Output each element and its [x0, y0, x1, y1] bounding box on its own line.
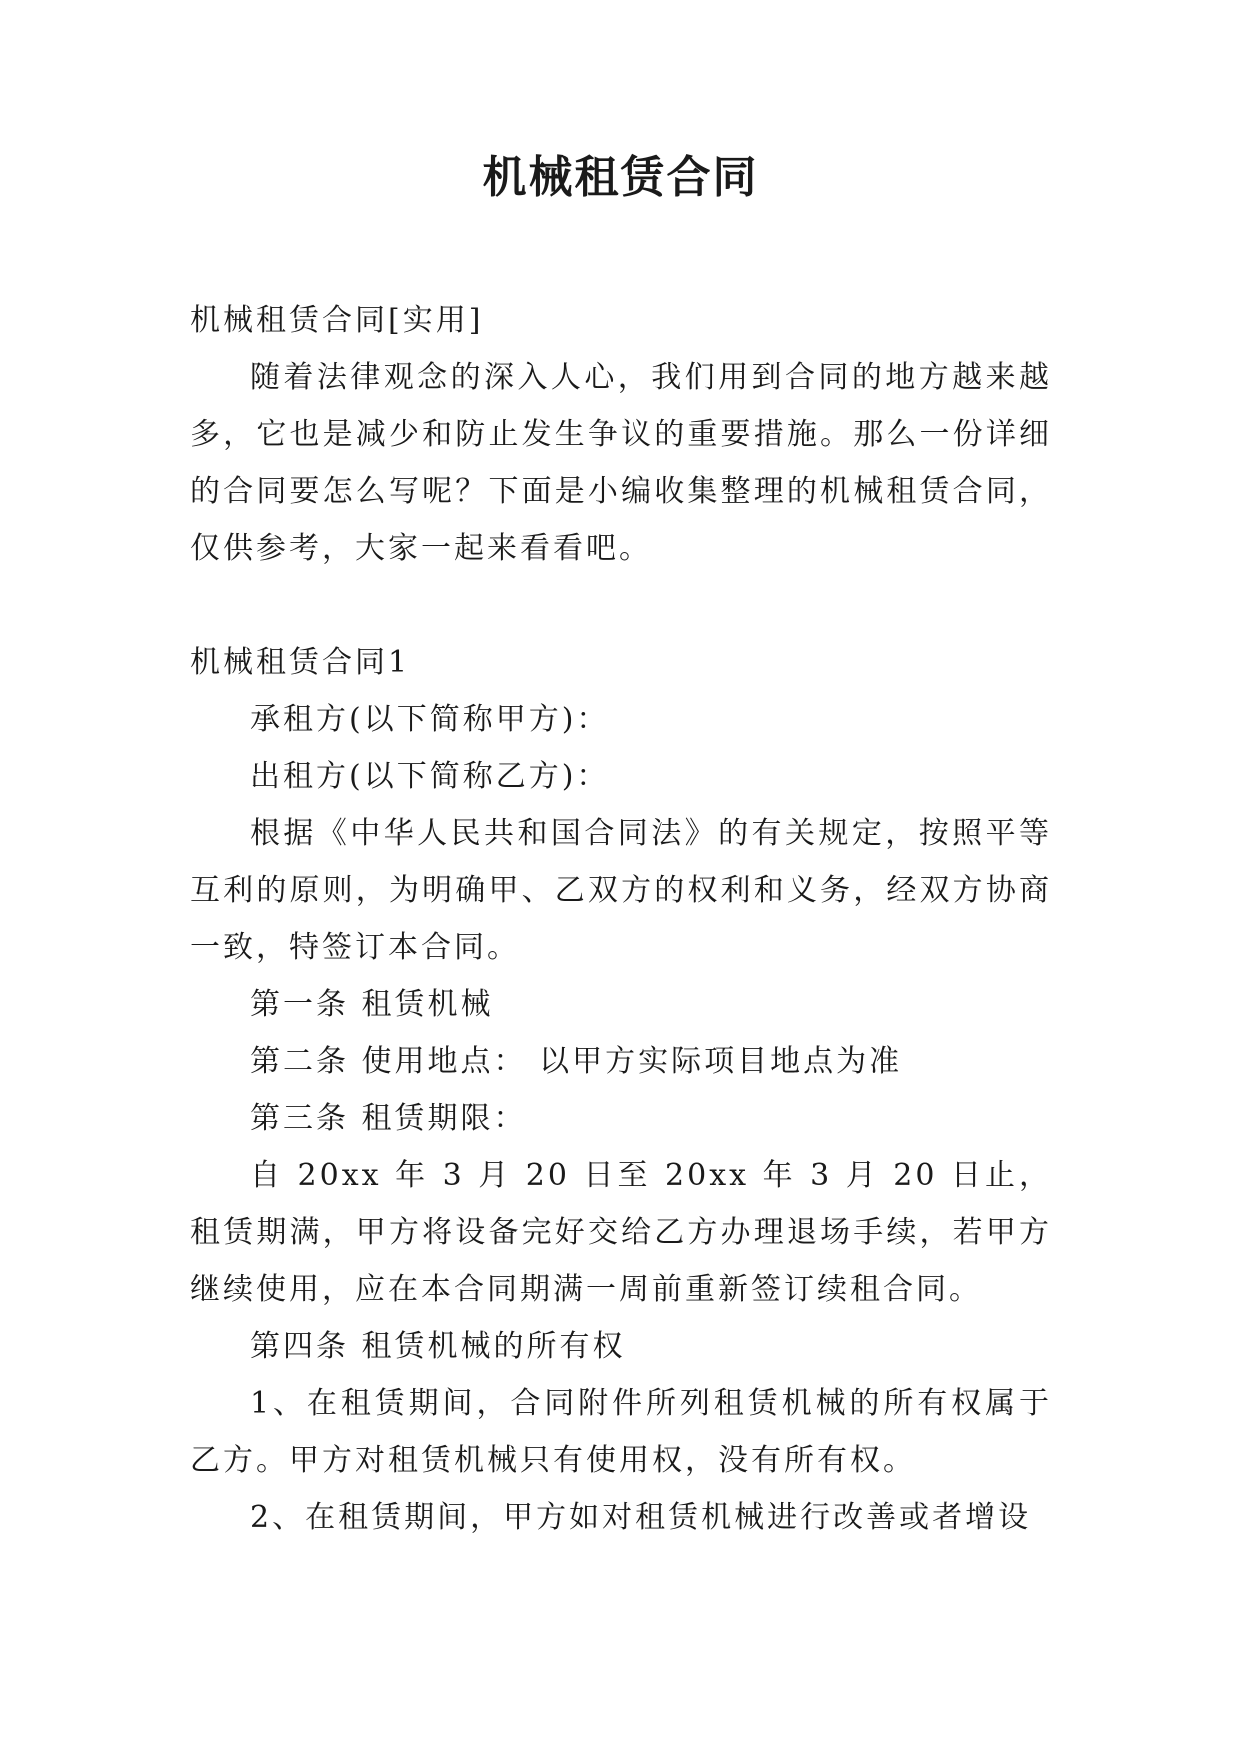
preamble-paragraph: 根据《中华人民共和国合同法》的有关规定，按照平等互利的原则，为明确甲、乙双方的权利和义务，经双方协商一致，特签订本合同。	[190, 816, 1052, 965]
article-4-heading: 第四条 租赁机械的所有权	[250, 1329, 626, 1364]
lessor-line: 出租方(以下简称乙方)：	[250, 759, 610, 794]
lessee-line: 承租方(以下简称甲方)：	[250, 702, 610, 737]
section-heading: 机械租赁合同1	[190, 645, 411, 680]
paragraph-spacer	[190, 577, 1052, 634]
article-1-heading: 第一条 租赁机械	[250, 987, 494, 1022]
document-body	[190, 292, 1052, 1546]
clause-4-1: 1、在租赁期间，合同附件所列租赁机械的所有权属于乙方。甲方对租赁机械只有使用权，没有所有权。	[190, 1386, 1052, 1478]
article-3-heading: 第三条 租赁期限：	[250, 1101, 527, 1136]
document-title: 机械租赁合同	[482, 152, 759, 203]
intro-paragraph: 随着法律观念的深入人心，我们用到合同的地方越来越多，它也是减少和防止发生争议的重要措施。那么一份详细的合同要怎么写呢？下面是小编收集整理的机械租赁合同，仅供参考，大家一起来看看吧。	[190, 360, 1052, 566]
clause-4-2: 2、在租赁期间，甲方如对租赁机械进行改善或者增设	[250, 1500, 1032, 1535]
article-2-heading: 第二条 使用地点： 以甲方实际项目地点为准	[250, 1044, 903, 1079]
document-subtitle: 机械租赁合同[实用]	[190, 303, 484, 338]
lease-term-paragraph: 自 20xx 年 3 月 20 日至 20xx 年 3 月 20 日止，租赁期满，甲方将设备完好交给乙方办理退场手续，若甲方继续使用，应在本合同期满一周前重新签订续租合同。	[190, 1158, 1052, 1307]
